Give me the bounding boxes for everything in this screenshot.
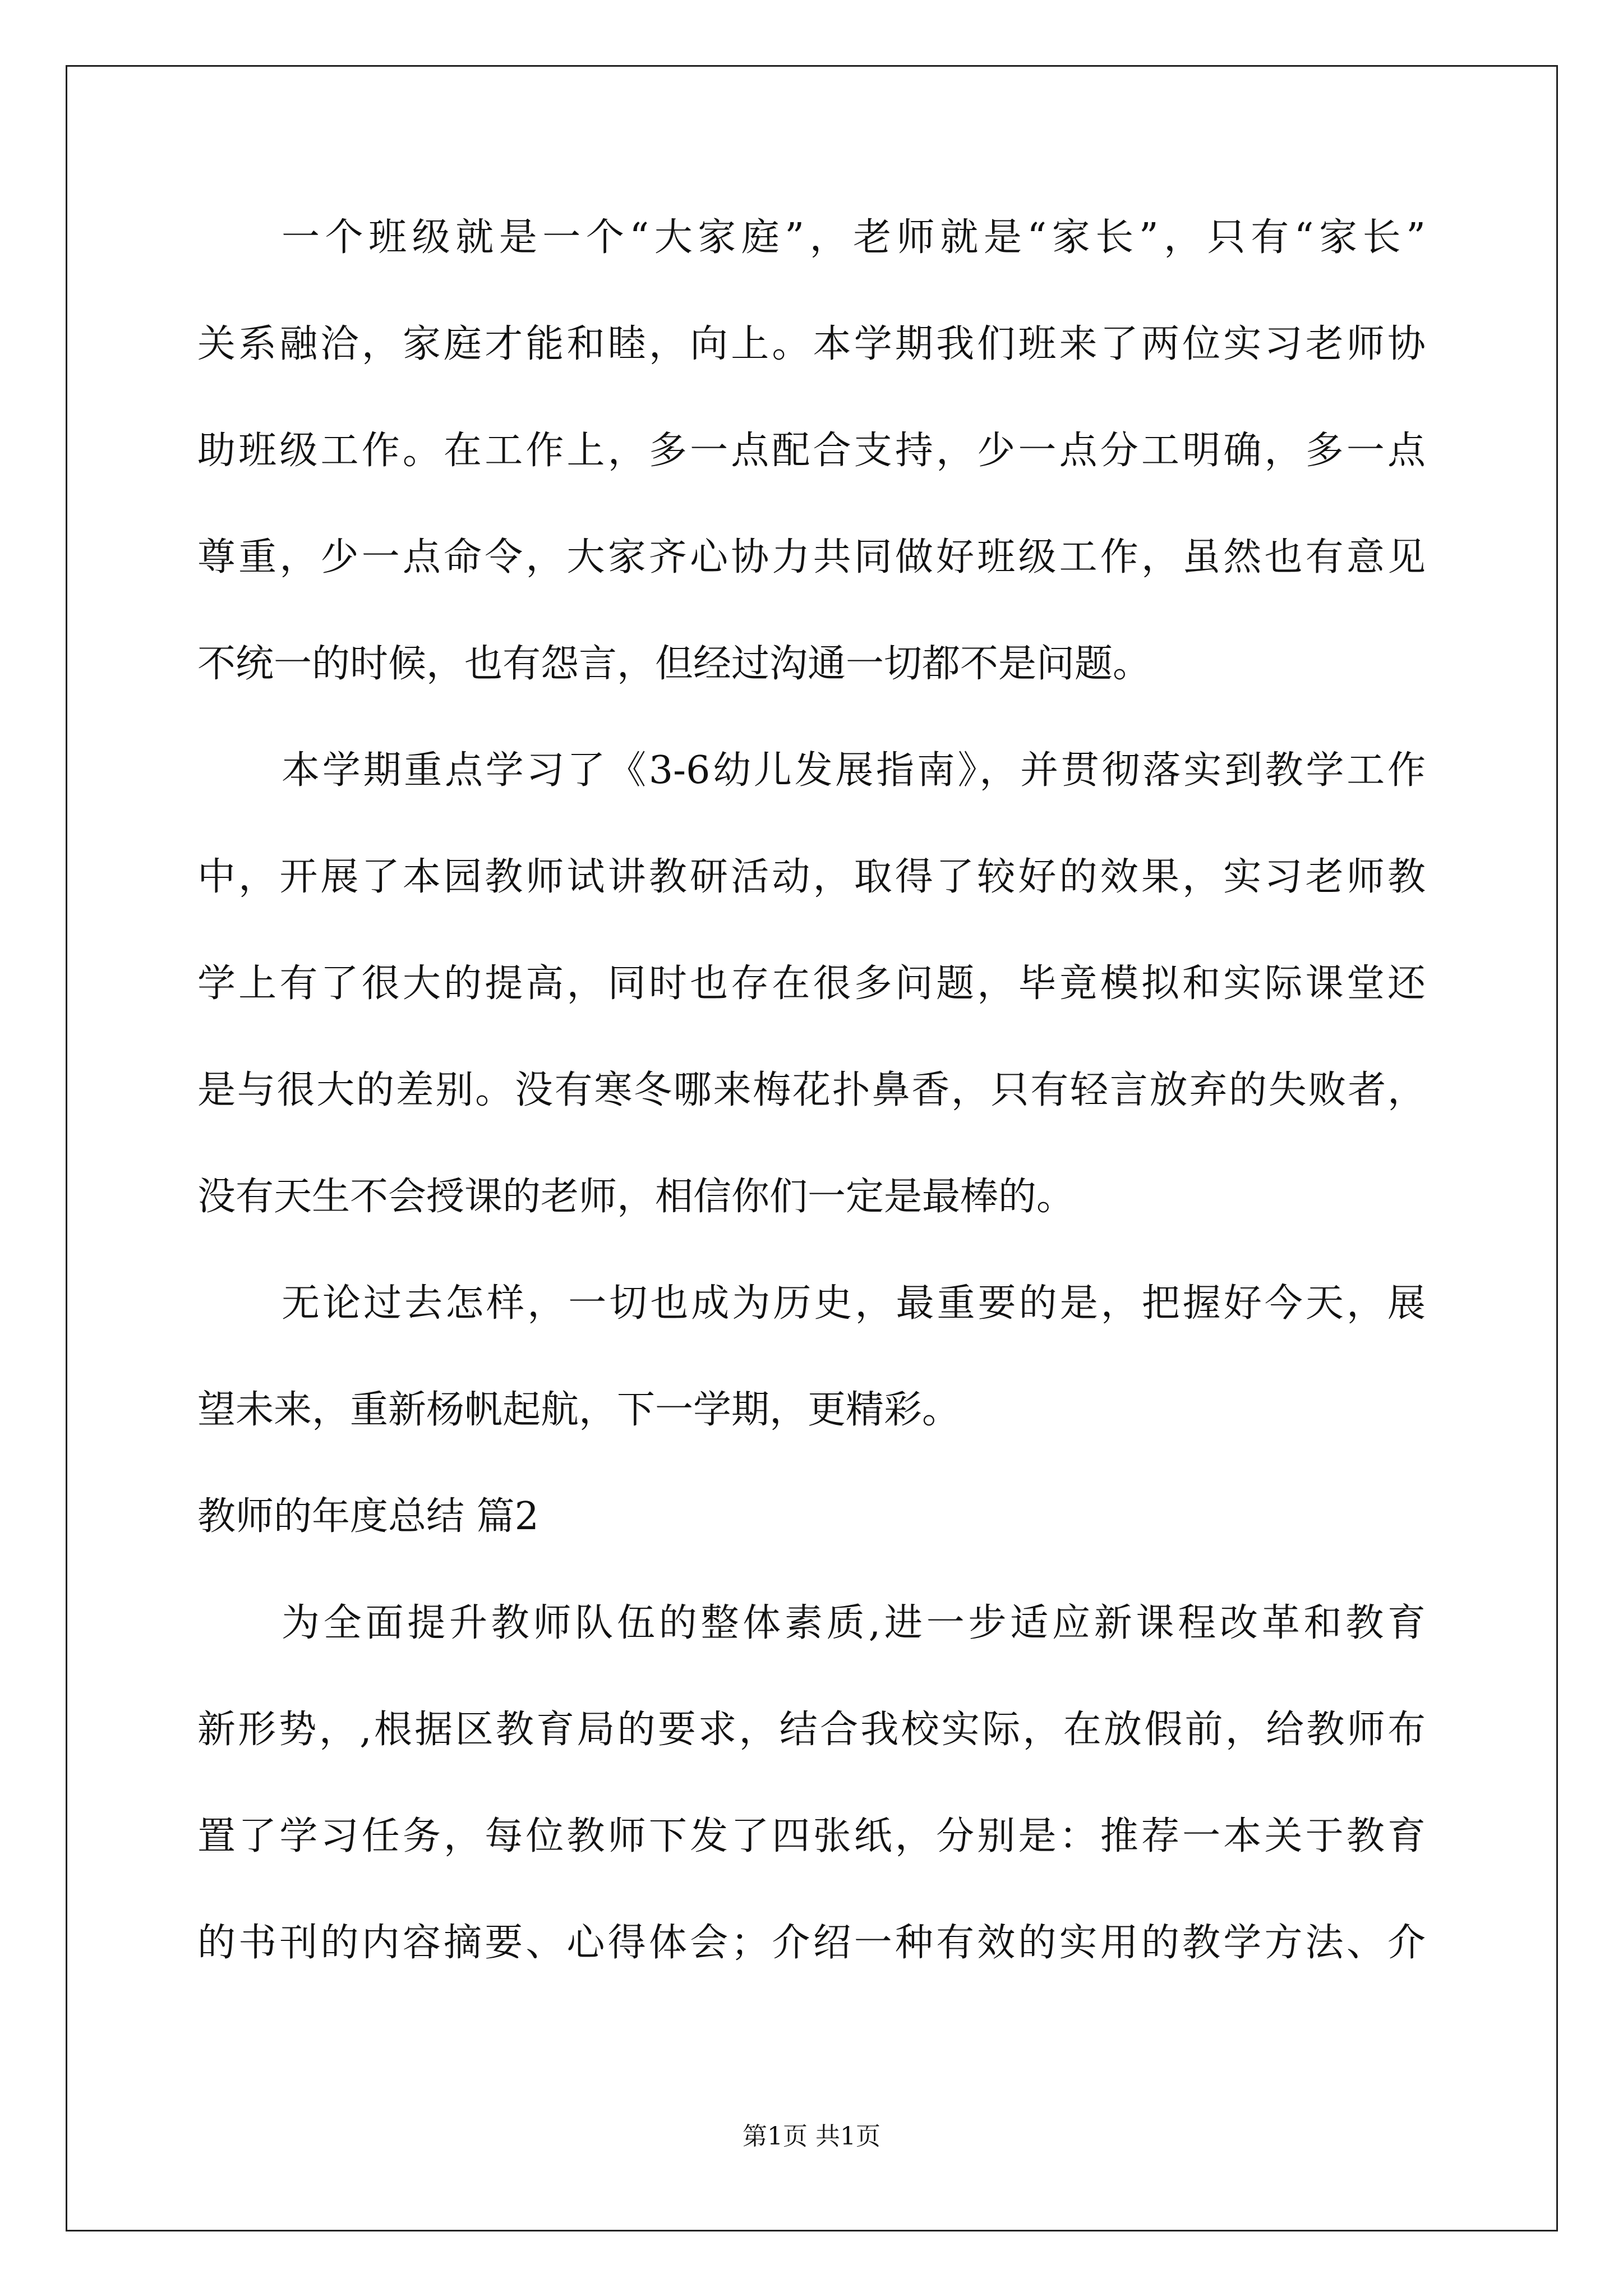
text-line: 是与很大的差别。没有寒冬哪来梅花扑鼻香，只有轻言放弃的失败者， [197,1068,1426,1112]
text-line: 本学期重点学习了《3-6幼儿发展指南》，并贯彻落实到教学工作 [282,748,1426,793]
document-body [197,215,1426,2031]
text-line: 置了学习任务，每位教师下发了四张纸，分别是：推荐一本关于教育 [197,1814,1426,1858]
text-line: 新形势，,根据区教育局的要求，结合我校实际，在放假前，给教师布 [197,1708,1426,1752]
section-heading: 教师的年度总结 篇2 [197,1494,539,1539]
text-line: 无论过去怎样，一切也成为历史，最重要的是，把握好今天，展 [282,1281,1426,1326]
text-line: 的书刊的内容摘要、心得体会；介绍一种有效的实用的教学方法、介 [197,1921,1426,1965]
text-line: 没有天生不会授课的老师，相信你们一定是最棒的。 [197,1175,1075,1219]
text-line: 一个班级就是一个“大家庭”，老师就是“家长”，只有“家长” [282,215,1426,260]
text-line: 学上有了很大的提高，同时也存在很多问题，毕竟模拟和实际课堂还 [197,961,1426,1006]
text-line: 助班级工作。在工作上，多一点配合支持，少一点分工明确，多一点 [197,429,1426,473]
text-line: 中，开展了本园教师试讲教研活动，取得了较好的效果，实习老师教 [197,855,1426,899]
text-line: 为全面提升教师队伍的整体素质,进一步适应新课程改革和教育 [282,1601,1426,1645]
text-line: 望未来，重新杨帆起航，下一学期，更精彩。 [197,1388,961,1432]
text-line: 关系融洽，家庭才能和睦，向上。本学期我们班来了两位实习老师协 [197,322,1426,366]
page-number-footer: 第1页 共1页 [743,2122,880,2151]
text-line: 尊重，少一点命令，大家齐心协力共同做好班级工作，虽然也有意见 [197,535,1426,579]
text-line: 不统一的时候，也有怨言，但经过沟通一切都不是问题。 [197,642,1151,686]
